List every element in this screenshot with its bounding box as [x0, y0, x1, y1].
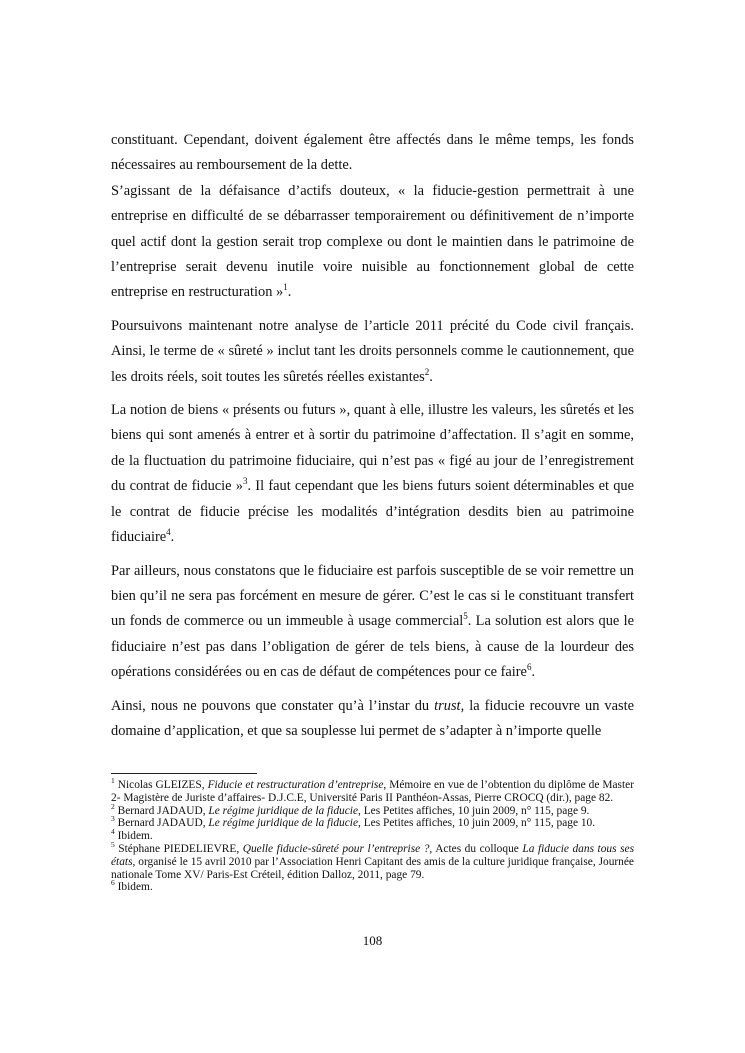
footnote-number: 1	[111, 776, 115, 786]
paragraph-3-end: .	[429, 368, 433, 385]
footnote-6	[111, 878, 634, 894]
paragraph-5-text-b: . La solution est alors que le fiduciaire n’est pas dans l’obligation de gérer de tels biens, à cause de la lourdeur des opérations considérées ou en cas de défaut de compétences pour ce faire	[111, 613, 634, 681]
paragraph-5-text-a: Par ailleurs, nous constatons que le fiduciaire est parfois susceptible de se voir remettre un bien qu’il ne sera pas forcément en mesure de gérer. C’est le cas si le constituant transfert un fonds de commerce ou un immeuble à usage commercial	[111, 562, 634, 630]
footnote-title: Le régime juridique de la fiducie	[208, 817, 359, 830]
paragraph-4	[111, 398, 634, 550]
footnote-number: 3	[111, 814, 115, 824]
paragraph-5	[111, 559, 634, 686]
page-number: 108	[362, 933, 383, 948]
footnote-1	[111, 776, 635, 805]
footnote-title: Quelle fiducie-sûreté pour l’entreprise ?,	[242, 842, 433, 855]
paragraph-3	[111, 314, 634, 390]
footnote-number: 5	[111, 840, 115, 850]
paragraph-6	[111, 694, 634, 745]
footnote-text: , Mémoire en vue de l’obtention du diplôme de Master 2- Magistère de Juriste d’affaires- D.J.C.E, Université Paris II Panthéon-Assas, Pierre CROCQ (dir.), page 82.	[111, 779, 635, 804]
footnote-ref-5[interactable]: 5	[463, 611, 468, 622]
footnote-title: Fiducie et restructuration d’entreprise	[207, 779, 384, 791]
footnote-ref-1[interactable]: 1	[283, 282, 288, 293]
footnote-text: Ibidem.	[114, 881, 153, 894]
footnote-ref-3[interactable]: 3	[242, 476, 248, 487]
footnote-text: Actes du colloque	[432, 842, 523, 855]
footnote-text: Bernard JADAUD,	[114, 804, 209, 817]
footnote-text: , Les Petites affiches, 10 juin 2009, n° 115, page 9.	[358, 804, 590, 817]
footnote-text: Stéphane PIEDELIEVRE,	[114, 842, 243, 855]
paragraph-5-end: .	[531, 664, 536, 681]
footnote-5	[111, 840, 634, 881]
paragraph-4-text-b: . Il faut cependant que les biens futurs soient déterminables et que le contrat de fiducie précise les modalités d’intégration desdits bien au patrimoine fiduciaire	[111, 478, 635, 546]
footnote-number: 4	[111, 827, 115, 837]
footnote-text: , Les Petites affiches, 10 juin 2009, n° 115, page 10.	[358, 817, 596, 830]
footnote-text: Ibidem.	[114, 830, 153, 843]
footnote-4	[111, 827, 634, 843]
footnote-number: 6	[111, 878, 115, 888]
paragraph-1-text: constituant. Cependant, doivent également être affectés dans le même temps, les fonds nécessaires au remboursement de la dette.	[111, 132, 634, 174]
footnote-ref-4[interactable]: 4	[166, 527, 171, 538]
footnote-text: organisé le 15 avril 2010 par l’Association Henri Capitant des amis de la culture juridique française, Journée nationale Tome XV/ Paris-Est Créteil, édition Dalloz, 2011, page 79.	[111, 855, 634, 881]
footnote-title: Le régime juridique de la fiducie	[208, 804, 359, 817]
paragraph-1	[111, 128, 634, 179]
footnote-ref-6[interactable]: 6	[526, 662, 532, 673]
paragraph-6-text-b: , la fiducie recouvre un vaste domaine d’application, et que sa souplesse lui permet de s’adapter à n’importe quelle	[111, 697, 634, 739]
footnote-text: Bernard JADAUD,	[114, 817, 209, 830]
paragraph-2-end: .	[287, 284, 292, 301]
footnote-separator	[111, 773, 257, 774]
footnote-text: Nicolas GLEIZES,	[114, 779, 208, 791]
paragraph-4-end: .	[170, 529, 175, 546]
paragraph-2	[111, 179, 634, 306]
paragraph-3-text: Poursuivons maintenant notre analyse de l’article 2011 précité du Code civil français. Ainsi, le terme de « sûreté » inclut tant les droits personnels comme le cautionnement, que les droits réels, soit toutes les sûretés réelles existantes	[111, 317, 634, 385]
paragraph-6-emphasis: trust	[434, 697, 461, 714]
paragraph-4-text-a: La notion de biens « présents ou futurs », quant à elle, illustre les valeurs, les sûretés et les biens qui sont amenés à entrer et à sortir du patrimoine d’affectation. Il s’agit en somme, de la fluctuation du patrimoine fiduciaire, qui n’est pas « figé au jour de l’enregistrement du contrat de fiducie »	[111, 402, 634, 495]
footnote-3	[111, 814, 634, 830]
body-text	[111, 128, 634, 744]
footnote-number: 2	[111, 801, 115, 811]
paragraph-2-text: S’agissant de la défaisance d’actifs douteux, « la fiducie-gestion permettrait à une entreprise en difficulté de se débarrasser temporairement ou définitivement de n’importe quel actif dont la gestion serait trop complexe ou dont le maintien dans le patrimoine de l’entreprise serait devenu inutile voire nuisible au fonctionnement global de cette entreprise en restructuration »	[111, 182, 634, 301]
footnote-2	[111, 801, 634, 818]
paragraph-6-text-a: Ainsi, nous ne pouvons que constater qu’à l’instar du	[111, 697, 435, 714]
footnote-title: La fiducie dans tous ses états,	[111, 842, 634, 868]
footnotes	[111, 776, 635, 894]
footnote-ref-2[interactable]: 2	[424, 366, 430, 377]
